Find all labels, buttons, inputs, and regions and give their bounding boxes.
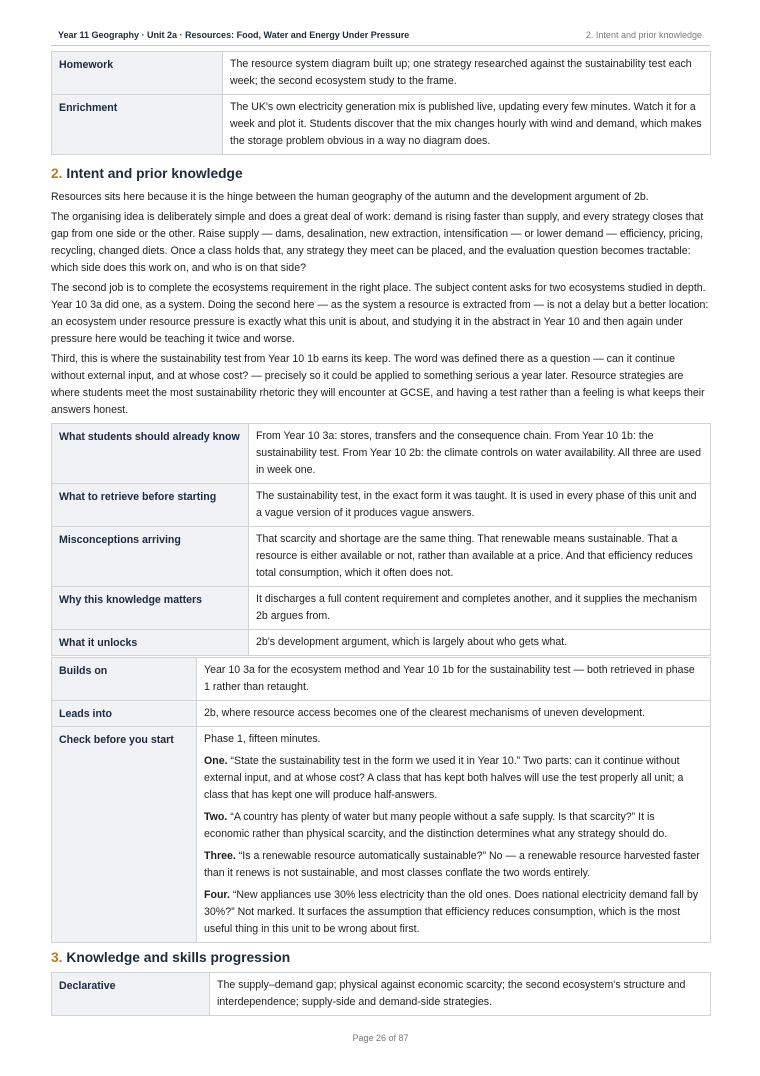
row-value: That scarcity and shortage are the same thing. That renewable means sustainable. That a resource is either available or not, rather than available at a price. And that efficiency reduces total consumption, which it often does not. xyxy=(249,527,711,587)
section-number: 2. xyxy=(51,166,63,181)
section-body xyxy=(51,189,711,422)
header-section-title: 2. Intent and prior knowledge xyxy=(585,30,702,40)
row-label: Leads into xyxy=(52,701,197,727)
table-row xyxy=(52,424,711,484)
row-label: Misconceptions arriving xyxy=(52,527,249,587)
paragraph: The second job is to complete the ecosystems requirement in the right place. The subject content asks for two ecosystems studied in depth. Year 10 3a did one, as a system. Doing the second here — as the system a resource is extracted from — is not a delay but a better location: an ecosystem under resource pressure is exactly what this unit is about, and studying it in the abstract in Year 10 and then again under pressure here would be teaching it twice and worse. xyxy=(51,282,709,345)
row-value: It discharges a full content requirement and completes another, and it supplies the mechanism 2b argues from. xyxy=(249,587,711,630)
page-number: Page 26 of 87 xyxy=(352,1033,409,1043)
check-text: “Is a renewable resource automatically sustainable?” No — a renewable resource harvested faster than it renews is not sustainable, and most classes conflate the two words entirely. xyxy=(204,850,700,879)
check-intro: Phase 1, fifteen minutes. xyxy=(204,733,321,745)
table-row xyxy=(52,727,711,943)
check-text: “New appliances use 30% less electricity than the old ones. Does national electricity demand fall by 30%?” Not marked. It surfaces the assumption that efficiency reduces consumption, which is the most useful thing in this unit to be wrong about first. xyxy=(204,889,699,935)
row-value: 2b's development argument, which is largely about who gets what. xyxy=(249,630,711,656)
check-text: “State the sustainability test in the form we used it in Year 10.” Two parts: can it continue without external input, and at whose cost? A class that has kept both halves will use the test properly all unit; a class that has kept one will produce half-answers. xyxy=(204,755,684,801)
row-label: Declarative xyxy=(52,973,210,1016)
paragraph: Third, this is where the sustainability test from Year 10 1b earns its keep. The word was defined there as a question — can it continue without external input, and at whose cost? — precisely so it could be applied to something serious a year later. Resource strategies are where students meet the most sustainability rhetoric they will encounter at GCSE, and having a test rather than a feeling is what keeps their answers honest. xyxy=(51,353,705,416)
row-value: The resource system diagram built up; one strategy researched against the sustainability test each week; the second ecosystem study to the frame. xyxy=(223,52,711,95)
check-item xyxy=(204,809,702,843)
row-value: From Year 10 3a: stores, transfers and the consequence chain. From Year 10 1b: the sustainability test. From Year 10 2b: the climate controls on water availability. All three are used in week one. xyxy=(249,424,711,484)
row-label: Builds on xyxy=(52,658,197,701)
table-row xyxy=(52,95,711,155)
progression-table xyxy=(51,972,711,1016)
table-row xyxy=(52,701,711,727)
section-heading xyxy=(51,165,243,183)
row-value: The supply–demand gap; physical against economic scarcity; the second ecosystem's structure and interdependence; supply-side and demand-side strategies. xyxy=(210,973,711,1016)
section-title: Intent and prior knowledge xyxy=(66,166,243,181)
check-lead: Three. xyxy=(204,850,236,862)
section-number: 3. xyxy=(51,950,63,965)
row-value: The UK's own electricity generation mix is published live, updating every few minutes. Watch it for a week and plot it. Students discover that the mix changes hourly with wind and demand, which makes the storage problem obvious in a way no diagram does. xyxy=(223,95,711,155)
check-lead: Two. xyxy=(204,811,228,823)
table-row xyxy=(52,973,711,1016)
row-label: Enrichment xyxy=(52,95,223,155)
table-row xyxy=(52,52,711,95)
check-item xyxy=(204,753,702,804)
row-label: What students should already know xyxy=(52,424,249,484)
running-header xyxy=(51,29,710,42)
builds-on-value: Year 10 3a for the ecosystem method and Year 10 1b for the sustainability test — both retrieved in phase 1 rather than retaught. xyxy=(197,658,711,701)
table-row xyxy=(52,484,711,527)
check-value xyxy=(197,727,711,943)
delivery-table xyxy=(51,51,711,155)
table-row xyxy=(52,527,711,587)
check-lead: One. xyxy=(204,755,228,767)
table-row xyxy=(52,658,711,701)
section-title: Knowledge and skills progression xyxy=(66,950,291,965)
check-item xyxy=(204,887,702,938)
table-row xyxy=(52,630,711,656)
row-label: Check before you start xyxy=(52,727,197,943)
leads-into-value: 2b, where resource access becomes one of the clearest mechanisms of uneven development. xyxy=(197,701,711,727)
section-heading xyxy=(51,949,290,967)
prior-knowledge-table xyxy=(51,423,711,656)
paragraph: The organising idea is deliberately simple and does a great deal of work: demand is rising faster than supply, and every strategy closes that gap from one side or the other. Raise supply — dams, desalination, new extraction, intensification — or lower demand — efficiency, pricing, recycling, changed diets. Once a class holds that, any strategy they meet can be placed, and the evaluation question becomes tractable: which side does this work on, and who is on that side? xyxy=(51,211,704,274)
row-value: The sustainability test, in the exact form it was taught. It is used in every phase of this unit and a vague version of it produces vague answers. xyxy=(249,484,711,527)
header-unit-title: Year 11 Geography · Unit 2a · Resources: Food, Water and Energy Under Pressure xyxy=(58,30,410,40)
check-lead: Four. xyxy=(204,889,230,901)
table-row xyxy=(52,587,711,630)
check-text: “A country has plenty of water but many people without a safe supply. Is that scarcity?” It is economic rather than physical scarcity, and the distinction determines what any strategy should do. xyxy=(204,811,668,840)
row-label: What it unlocks xyxy=(52,630,249,656)
check-item xyxy=(204,848,702,882)
row-label: Why this knowledge matters xyxy=(52,587,249,630)
paragraph: Resources sits here because it is the hinge between the human geography of the autumn and the development argument of 2b. xyxy=(51,191,649,203)
row-label: What to retrieve before starting xyxy=(52,484,249,527)
row-label: Homework xyxy=(52,52,223,95)
header-rule xyxy=(51,45,710,46)
sequence-links-table xyxy=(51,657,711,943)
